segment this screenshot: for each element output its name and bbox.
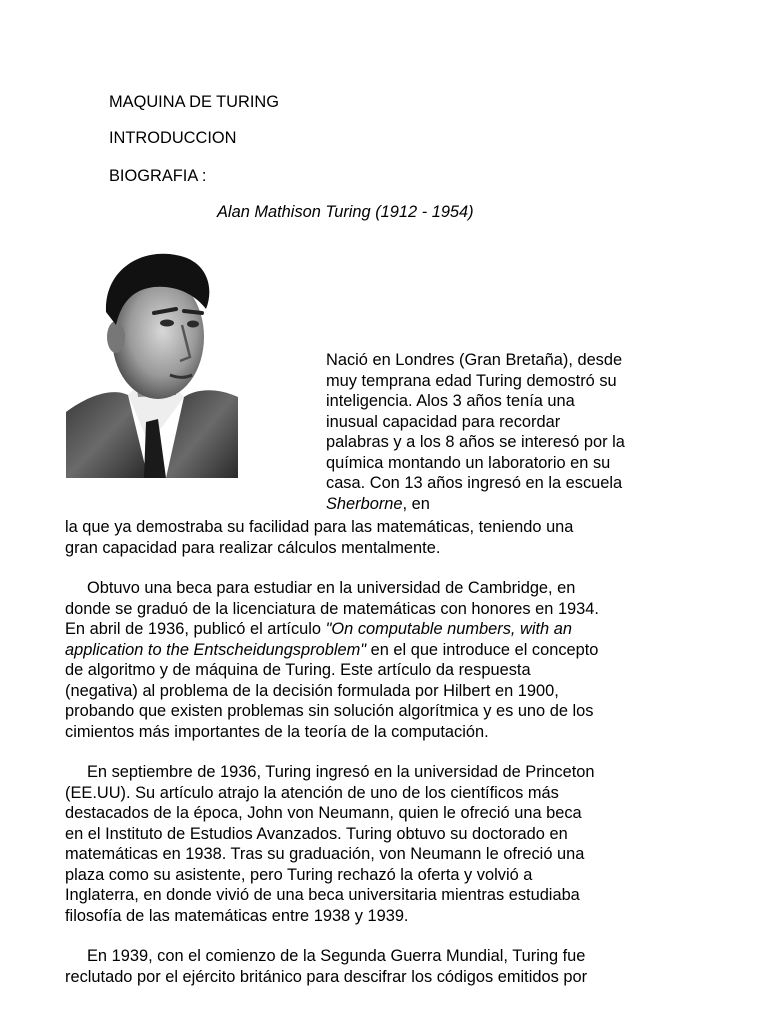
text-fragment: En abril de 1936, publicó el artículo <box>65 620 326 638</box>
article-title: application to the Entscheidungsproblem" <box>65 640 367 659</box>
paragraph-birth-continued <box>65 517 705 558</box>
text-line <box>65 762 705 783</box>
text-line: matemáticas en 1938. Tras su graduación, von Neumann le ofreció una <box>65 845 585 863</box>
text-line: filosofía de las matemáticas entre 1938 y 1939. <box>65 906 409 925</box>
paragraph-cambridge <box>65 578 705 742</box>
text-line <box>65 640 705 661</box>
text-line: Inglaterra, en donde vivió de una beca universitaria mientras estudiaba <box>65 886 580 904</box>
text-line: en el Instituto de Estudios Avanzados. Turing obtuvo su doctorado en <box>65 824 568 843</box>
text-line: donde se graduó de la licenciatura de matemáticas con honores en 1934. <box>65 599 599 618</box>
text-line: palabras y a los 8 años se interesó por la <box>326 433 625 451</box>
text-fragment: , en <box>402 494 430 513</box>
school-name: Sherborne <box>326 494 403 513</box>
section-heading-introduccion: INTRODUCCION <box>109 129 237 147</box>
text-line: gran capacidad para realizar cálculos mentalmente. <box>65 538 441 557</box>
paragraph-war <box>65 946 705 987</box>
paragraph-princeton <box>65 762 705 926</box>
text-line: la que ya demostraba su facilidad para las matemáticas, teniendo una <box>65 518 574 536</box>
section-heading-biografia: BIOGRAFIA : <box>109 167 207 185</box>
text-line: probando que existen problemas sin solución algorítmica y es uno de los <box>65 702 594 720</box>
text-line: de algoritmo y de máquina de Turing. Este artículo da respuesta <box>65 661 531 679</box>
text-line: cimientos más importantes de la teoría de la computación. <box>65 722 489 741</box>
text-line: reclutado por el ejército británico para descifrar los códigos emitidos por <box>65 967 588 986</box>
portrait-image <box>66 237 238 478</box>
text-line <box>326 494 666 515</box>
text-fragment: En 1939, con el comienzo de la Segunda Guerra Mundial, Turing fue <box>87 947 586 965</box>
text-fragment: en el que introduce el concepto <box>366 640 599 659</box>
text-line: Nació en Londres (Gran Bretaña), desde <box>326 351 623 369</box>
biography-subtitle: Alan Mathison Turing (1912 - 1954) <box>217 203 474 221</box>
text-line: (EE.UU). Su artículo atrajo la atención de uno de los científicos más <box>65 783 559 802</box>
text-line <box>65 578 705 599</box>
text-line: destacados de la época, John von Neumann, quien le ofreció una beca <box>65 804 582 822</box>
text-line: (negativa) al problema de la decisión formulada por Hilbert en 1900, <box>65 681 559 700</box>
text-line <box>65 946 705 967</box>
text-line: inteligencia. Alos 3 años tenía una <box>326 392 575 410</box>
article-title: "On computable numbers, with an <box>325 620 572 638</box>
text-line: casa. Con 13 años ingresó en la escuela <box>326 474 623 492</box>
text-fragment: Obtuvo una beca para estudiar en la universidad de Cambridge, en <box>87 579 576 597</box>
text-line: plaza como su asistente, pero Turing rechazó la oferta y volvió a <box>65 865 533 884</box>
paragraph-birth <box>326 350 666 514</box>
text-line: muy temprana edad Turing demostró su <box>326 371 617 390</box>
text-line: inusual capacidad para recordar <box>326 412 561 431</box>
document-title: MAQUINA DE TURING <box>109 93 279 111</box>
text-fragment: En septiembre de 1936, Turing ingresó en la universidad de Princeton <box>87 763 595 781</box>
text-line: química montando un laboratorio en su <box>326 453 611 472</box>
text-line <box>65 619 705 640</box>
